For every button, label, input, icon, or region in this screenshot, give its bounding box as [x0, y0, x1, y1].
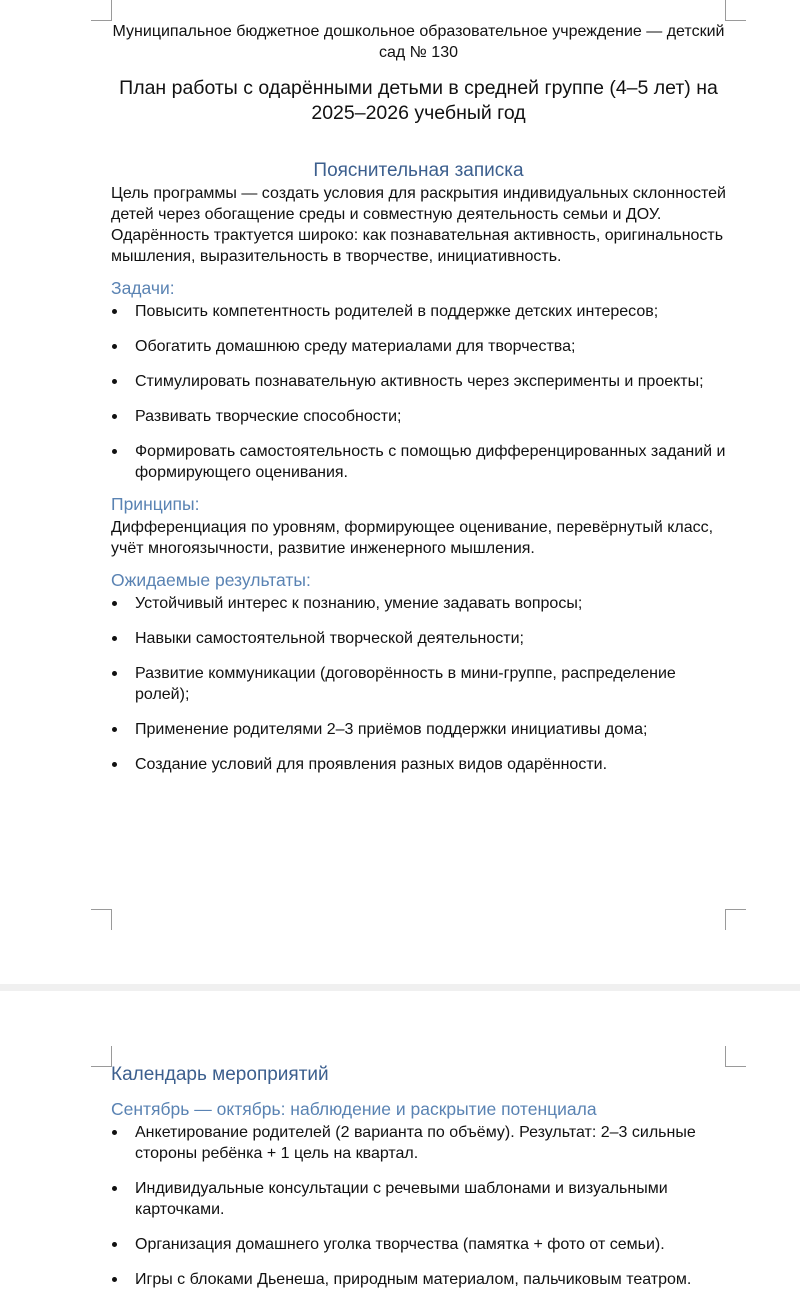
- list-item: Развивать творческие способности;: [111, 406, 726, 427]
- margin-mark-bottom-left: [91, 909, 112, 930]
- list-item: Игры с блоками Дьенеша, природным материалом, пальчиковым театром.: [111, 1269, 726, 1289]
- organization-name: Муниципальное бюджетное дошкольное образовательное учреждение — детский сад № 130: [112, 23, 725, 61]
- page-1-content: [111, 21, 726, 775]
- document-page-2: [0, 991, 800, 1289]
- list-item: Анкетирование родителей (2 варианта по объёму). Результат: 2–3 сильные стороны ребёнка + 1 цель на квартал.: [111, 1122, 726, 1164]
- list-item: Создание условий для проявления разных видов одарённости.: [111, 754, 726, 775]
- list-item: Организация домашнего уголка творчества (памятка + фото от семьи).: [111, 1234, 726, 1255]
- list-item: Обогатить домашнюю среду материалами для творчества;: [111, 336, 726, 357]
- explanatory-note-heading: Пояснительная записка: [313, 160, 524, 181]
- list-item: Навыки самостоятельной творческой деятельности;: [111, 628, 726, 649]
- margin-mark-top-left: [91, 0, 112, 21]
- calendar-items-list: [111, 1122, 726, 1289]
- results-list: [111, 593, 726, 775]
- goal-paragraph: Цель программы — создать условия для раскрытия индивидуальных склонностей детей через обогащение среды и совместную деятельность семьи и ДОУ. Одарённость трактуется широко: как познавательная активность, оригинальность мышления, выразительность в творчестве, инициативность.: [111, 185, 726, 265]
- list-item: Индивидуальные консультации с речевыми шаблонами и визуальными карточками.: [111, 1178, 726, 1220]
- margin-mark-top-right: [725, 0, 746, 21]
- margin-mark-top-right: [725, 1046, 746, 1067]
- principles-paragraph: Дифференциация по уровням, формирующее оценивание, перевёрнутый класс, учёт многоязычности, развитие инженерного мышления.: [111, 519, 714, 557]
- results-heading: Ожидаемые результаты:: [111, 570, 311, 590]
- margin-mark-top-left: [91, 1046, 112, 1067]
- tasks-heading: Задачи:: [111, 278, 175, 298]
- period-heading: Сентябрь — октябрь: наблюдение и раскрытие потенциала: [111, 1099, 597, 1119]
- list-item: Устойчивый интерес к познанию, умение задавать вопросы;: [111, 593, 726, 614]
- page-2-content: [111, 1063, 726, 1289]
- principles-heading: Принципы:: [111, 494, 200, 514]
- list-item: Формировать самостоятельность с помощью дифференцированных заданий и формирующего оценивания.: [111, 441, 726, 483]
- list-item: Стимулировать познавательную активность через эксперименты и проекты;: [111, 371, 726, 392]
- list-item: Развитие коммуникации (договорённость в мини-группе, распределение ролей);: [111, 663, 726, 705]
- list-item: Повысить компетентность родителей в поддержке детских интересов;: [111, 301, 726, 322]
- tasks-list: [111, 301, 726, 483]
- document-title: План работы с одарёнными детьми в средней группе (4–5 лет) на 2025–2026 учебный год: [119, 77, 718, 124]
- list-item: Применение родителями 2–3 приёмов поддержки инициативы дома;: [111, 719, 726, 740]
- calendar-heading: Календарь мероприятий: [111, 1064, 329, 1085]
- margin-mark-bottom-right: [725, 909, 746, 930]
